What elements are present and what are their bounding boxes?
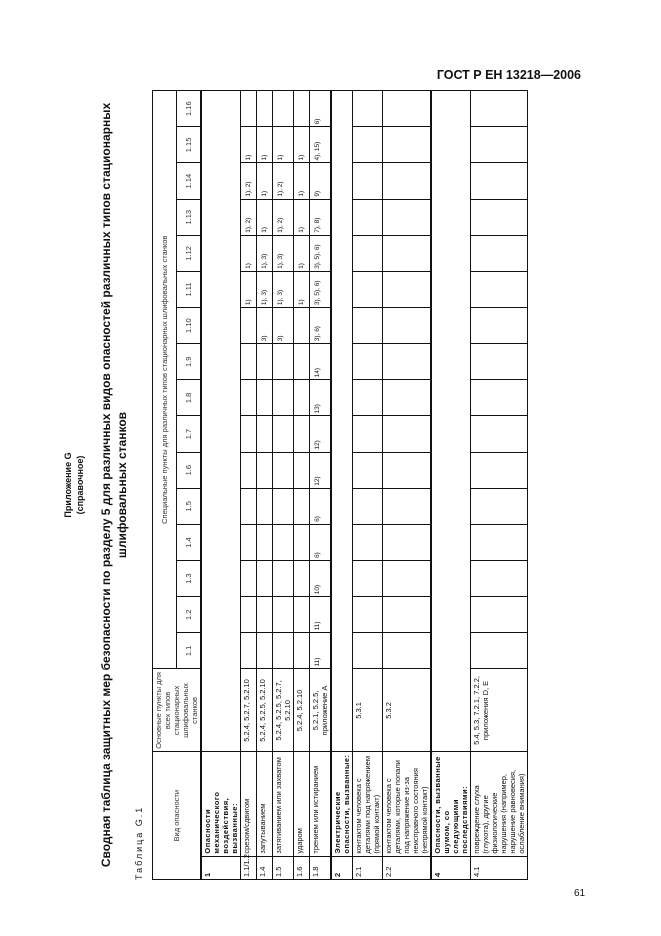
special-clause-cell [383, 452, 432, 488]
row-number: 4.1 [471, 856, 528, 879]
row-hazard: трением или истиранием [310, 752, 332, 856]
special-clause-cell [257, 488, 273, 524]
special-clause-cell [257, 416, 273, 452]
special-clause-cell [273, 344, 294, 380]
special-clause-cell: 3) [257, 308, 273, 344]
row-number: 2.1 [353, 856, 383, 879]
special-clause-cell [257, 597, 273, 633]
special-clause-cell [353, 488, 383, 524]
row-base-clauses: 5.2.4, 5.2.5, 5.2.7, 5.2.10 [273, 669, 294, 752]
special-clause-cell [273, 524, 294, 560]
row-number: 1.1/1.2 [241, 856, 257, 879]
special-clause-cell: 1), 2) [273, 163, 294, 199]
table-group-row [331, 91, 353, 880]
special-clause-cell: 1), 3) [257, 235, 273, 271]
special-clause-cell: 1) [273, 127, 294, 163]
special-clause-cell: 9) [310, 163, 332, 199]
special-clause-cell [383, 416, 432, 452]
special-clause-cell [273, 416, 294, 452]
special-clause-cell [471, 452, 528, 488]
special-clause-cell: 1) [294, 199, 310, 235]
special-clause-cell [294, 344, 310, 380]
special-clause-cell [383, 127, 432, 163]
special-clause-cell [471, 380, 528, 416]
special-clause-cell [353, 452, 383, 488]
table-label: Таблица G.1 [134, 805, 144, 880]
page-number: 61 [574, 888, 586, 899]
special-clause-cell [353, 344, 383, 380]
table-row [241, 91, 257, 880]
table-row [471, 91, 528, 880]
header-special-col: 1.13 [176, 199, 201, 235]
row-base-clauses: 5.2.4, 5.2.5, 5.2.10 [257, 669, 273, 752]
special-clause-cell: 14) [310, 344, 332, 380]
special-clause-cell [471, 91, 528, 127]
special-clause-cell [241, 91, 257, 127]
safety-measures-table [152, 90, 528, 880]
special-clause-cell [471, 633, 528, 669]
special-clause-cell [273, 597, 294, 633]
header-special-col: 1.2 [176, 597, 201, 633]
special-clause-cell [353, 199, 383, 235]
special-clause-cell [294, 633, 310, 669]
row-base-clauses: 5.2.4, 5.2.10 [294, 669, 310, 752]
special-clause-cell [383, 633, 432, 669]
special-clause-cell [383, 597, 432, 633]
special-clause-cell: 1) [241, 235, 257, 271]
group-spacer [431, 91, 471, 752]
special-clause-cell [273, 633, 294, 669]
rotated-content [50, 90, 590, 880]
special-clause-cell: 7), 8) [310, 199, 332, 235]
special-clause-cell [353, 127, 383, 163]
row-number: 1.8 [310, 856, 332, 879]
header-special-col: 1.1 [176, 633, 201, 669]
group-spacer [201, 91, 241, 752]
special-clause-cell [383, 91, 432, 127]
special-clause-cell [383, 163, 432, 199]
special-clause-cell [353, 308, 383, 344]
row-hazard: запутыванием [257, 752, 273, 856]
special-clause-cell [241, 380, 257, 416]
group-title: Опасности механического воздействия, вызванные: [201, 752, 241, 856]
row-hazard: контактом человека с деталями, которые попали под напряжение из-за неисправного состояния (непрямой контакт) [383, 752, 432, 856]
special-clause-cell [241, 524, 257, 560]
row-hazard: затягиванием или захватом [273, 752, 294, 856]
special-clause-cell [241, 308, 257, 344]
row-base-clauses: 5.3.1 [353, 669, 383, 752]
special-clause-cell: 11) [310, 597, 332, 633]
group-title: Электрические опасности, вызванные: [331, 752, 353, 856]
special-clause-cell: 3), 6) [310, 308, 332, 344]
special-clause-cell [241, 488, 257, 524]
row-hazard: повреждение слуха (глухота), другие физиологические нарушения (например, нарушение равновесия, ослабление внимания) [471, 752, 528, 856]
special-clause-cell [241, 416, 257, 452]
row-hazard: срезом/сдвигом [241, 752, 257, 856]
special-clause-cell: 3), 5), 6) [310, 271, 332, 307]
special-clause-cell [353, 91, 383, 127]
special-clause-cell [471, 597, 528, 633]
header-special-col: 1.15 [176, 127, 201, 163]
special-clause-cell [471, 163, 528, 199]
special-clause-cell [241, 344, 257, 380]
special-clause-cell: 1) [257, 127, 273, 163]
special-clause-cell [257, 380, 273, 416]
special-clause-cell [471, 308, 528, 344]
special-clause-cell [383, 488, 432, 524]
special-clause-cell [353, 633, 383, 669]
special-clause-cell: 3) [273, 308, 294, 344]
special-clause-cell [273, 488, 294, 524]
special-clause-cell: 10) [310, 561, 332, 597]
special-clause-cell [471, 199, 528, 235]
special-clause-cell [471, 344, 528, 380]
special-clause-cell [257, 633, 273, 669]
special-clause-cell: 1) [257, 199, 273, 235]
special-clause-cell [241, 597, 257, 633]
special-clause-cell: 1), 3) [257, 271, 273, 307]
special-clause-cell: 6) [310, 524, 332, 560]
special-clause-cell [241, 452, 257, 488]
special-clause-cell [257, 561, 273, 597]
special-clause-cell [471, 235, 528, 271]
special-clause-cell [471, 127, 528, 163]
row-base-clauses: 5.4, 5.3, 7.2.1, 7.2.2, приложения D, E [471, 669, 528, 752]
header-special-col: 1.8 [176, 380, 201, 416]
special-clause-cell [257, 344, 273, 380]
row-number: 1.4 [257, 856, 273, 879]
special-clause-cell [273, 380, 294, 416]
header-special-col: 1.7 [176, 416, 201, 452]
row-hazard: контактом человека с деталями под напряжением (прямой контакт) [353, 752, 383, 856]
appendix-subtitle: (справочное) [75, 455, 85, 515]
special-clause-cell [383, 199, 432, 235]
special-clause-cell [294, 488, 310, 524]
special-clause-cell [294, 91, 310, 127]
special-clause-cell [241, 633, 257, 669]
header-special-col: 1.6 [176, 452, 201, 488]
table-row [353, 91, 383, 880]
row-base-clauses: 5.3.2 [383, 669, 432, 752]
special-clause-cell [257, 524, 273, 560]
special-clause-cell: 12) [310, 416, 332, 452]
table-row [294, 91, 310, 880]
table-group-row [431, 91, 471, 880]
header-special-col: 1.11 [176, 271, 201, 307]
table-row [383, 91, 432, 880]
appendix-heading [62, 90, 86, 880]
special-clause-cell [294, 452, 310, 488]
row-hazard: ударом [294, 752, 310, 856]
table-row [310, 91, 332, 880]
special-clause-cell [294, 597, 310, 633]
special-clause-cell [471, 488, 528, 524]
row-base-clauses: 5.2.4, 5.2.7, 5.2.10 [241, 669, 257, 752]
special-clause-cell: 3), 5), 6) [310, 235, 332, 271]
special-clause-cell [471, 561, 528, 597]
special-clause-cell: 4), 15) [310, 127, 332, 163]
special-clause-cell [353, 235, 383, 271]
row-number: 2.2 [383, 856, 432, 879]
special-clause-cell [294, 524, 310, 560]
special-clause-cell: 11) [310, 633, 332, 669]
header-special-col: 1.9 [176, 344, 201, 380]
special-clause-cell [257, 91, 273, 127]
special-clause-cell: 1), 2) [241, 163, 257, 199]
special-clause-cell [383, 344, 432, 380]
special-clause-cell [273, 452, 294, 488]
special-clause-cell: 1) [257, 163, 273, 199]
special-clause-cell [471, 524, 528, 560]
group-number: 1 [201, 856, 241, 879]
table-row [273, 91, 294, 880]
special-clause-cell [383, 380, 432, 416]
special-clause-cell [383, 235, 432, 271]
special-clause-cell [294, 416, 310, 452]
special-clause-cell [273, 561, 294, 597]
special-clause-cell [353, 380, 383, 416]
header-base-clauses: Основные пункты для всех типов стационарных шлифовальных станков [153, 669, 202, 752]
special-clause-cell [383, 271, 432, 307]
special-clause-cell [353, 163, 383, 199]
header-special-col: 1.16 [176, 91, 201, 127]
special-clause-cell [294, 561, 310, 597]
header-special-col: 1.5 [176, 488, 201, 524]
special-clause-cell: 6) [310, 488, 332, 524]
special-clause-cell: 1), 3) [273, 271, 294, 307]
row-base-clauses: 5.2.1, 5.2.5, приложение A [310, 669, 332, 752]
header-special-clauses: Специальные пункты для различных типов стационарных шлифовальных станков [153, 91, 177, 669]
header-special-col: 1.12 [176, 235, 201, 271]
special-clause-cell [273, 91, 294, 127]
special-clause-cell: 1) [294, 271, 310, 307]
special-clause-cell: 13) [310, 380, 332, 416]
table-title [98, 90, 130, 880]
special-clause-cell [241, 561, 257, 597]
special-clause-cell [383, 524, 432, 560]
special-clause-cell: 1) [294, 127, 310, 163]
special-clause-cell [294, 308, 310, 344]
group-title: Опасности, вызванные шумом, со следующими последствиями: [431, 752, 471, 856]
header-special-col: 1.14 [176, 163, 201, 199]
special-clause-cell [353, 416, 383, 452]
special-clause-cell [383, 308, 432, 344]
special-clause-cell [383, 561, 432, 597]
group-spacer [331, 91, 353, 752]
special-clause-cell: 1) [294, 163, 310, 199]
appendix-title: Приложение G [63, 452, 73, 518]
special-clause-cell: 6) [310, 91, 332, 127]
group-number: 2 [331, 856, 353, 879]
special-clause-cell [353, 524, 383, 560]
special-clause-cell: 1), 2) [241, 199, 257, 235]
group-number: 4 [431, 856, 471, 879]
standard-header: ГОСТ Р ЕН 13218—2006 [436, 68, 581, 82]
table-group-row [201, 91, 241, 880]
special-clause-cell [353, 597, 383, 633]
special-clause-cell: 1) [241, 127, 257, 163]
row-number: 1.5 [273, 856, 294, 879]
special-clause-cell [257, 452, 273, 488]
special-clause-cell: 1), 3) [273, 235, 294, 271]
special-clause-cell [294, 380, 310, 416]
table-title-line-2: шлифовальных станков [115, 411, 129, 559]
special-clause-cell: 1) [241, 271, 257, 307]
special-clause-cell [471, 271, 528, 307]
table-title-line-1: Сводная таблица защитных мер безопасности по разделу 5 для различных видов опасностей различных типов стационарных [99, 102, 113, 868]
special-clause-cell: 1) [294, 235, 310, 271]
special-clause-cell [353, 561, 383, 597]
special-clause-cell [471, 416, 528, 452]
special-clause-cell [353, 271, 383, 307]
header-special-col: 1.10 [176, 308, 201, 344]
special-clause-cell: 1), 2) [273, 199, 294, 235]
header-special-col: 1.4 [176, 524, 201, 560]
special-clause-cell: 12) [310, 452, 332, 488]
header-special-col: 1.3 [176, 561, 201, 597]
header-hazard-type: Вид опасности [153, 752, 202, 880]
table-row [257, 91, 273, 880]
row-number: 1.6 [294, 856, 310, 879]
